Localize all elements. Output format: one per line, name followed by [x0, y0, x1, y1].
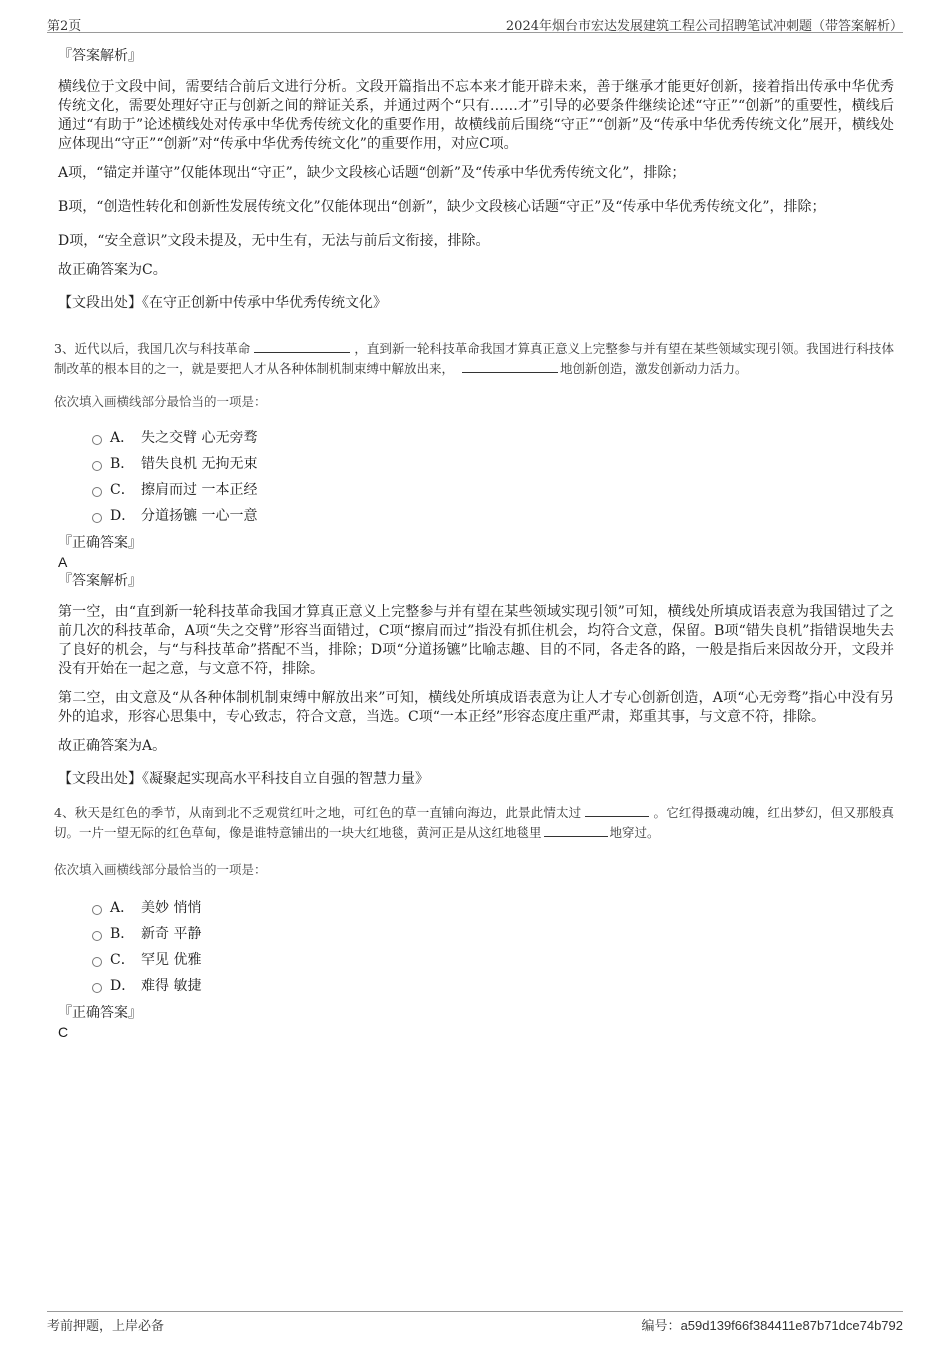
answer-blank — [254, 339, 350, 353]
question-3 — [54, 339, 894, 529]
radio-icon[interactable] — [92, 931, 102, 941]
radio-icon[interactable] — [92, 957, 102, 967]
answer-statement: 故正确答案为C。 — [58, 262, 167, 278]
option-d[interactable]: D． 分道扬镳 一心一意 — [54, 503, 894, 529]
option-b[interactable]: B． 新奇 平静 — [54, 921, 894, 947]
analysis-paragraph: B项，“创造性转化和创新性发展传统文化”仅能体现出“创新”，缺少文段核心话题“守正”及“传承中华优秀传统文化”，排除； — [58, 199, 826, 215]
page-number: 第2页 — [47, 19, 82, 34]
option-a[interactable]: A． 美妙 悄悄 — [54, 895, 894, 921]
option-c[interactable]: C． 擦肩而过 一本正经 — [54, 477, 894, 503]
question-stem: 4、秋天是红色的季节，从南到北不乏观赏红叶之地，可红色的草一直铺向海边，此景此情太过 。它红得摄魂动魄，红出梦幻，但又那般真切。一片一望无际的红色草甸，像是谁特意铺出的一块大红地毯，黄河正是从这红地毯里 地穿过。 — [54, 805, 894, 840]
radio-icon[interactable] — [92, 487, 102, 497]
analysis-heading: 『答案解析』 — [58, 48, 142, 64]
answer-blank — [585, 803, 649, 817]
question-4 — [54, 803, 894, 999]
option-b[interactable]: B． 错失良机 无拘无束 — [54, 451, 894, 477]
source-citation: 【文段出处】《凝聚起实现高水平科技自立自强的智慧力量》 — [58, 771, 429, 787]
option-a[interactable]: A． 失之交臂 心无旁骛 — [54, 425, 894, 451]
answer-statement: 故正确答案为A。 — [58, 738, 167, 754]
question-stem: 3、近代以后，我国几次与科技革命 ，直到新一轮科技革命我国才算真正意义上完整参与并有望在某些领域实现引领。我国进行科技体制改革的根本目的之一，就是要把人才从各种体制机制束缚中解放出来， 地创新创造，激发创新动力活力。 — [54, 341, 894, 376]
document-code: 编号：a59d139f66f384411e87b71dce74b792 — [641, 1318, 903, 1334]
page-header — [47, 12, 903, 33]
analysis-heading: 『答案解析』 — [58, 573, 142, 589]
document-title: 2024年烟台市宏达发展建筑工程公司招聘笔试冲刺题（带答案解析） — [505, 19, 903, 34]
correct-answer-heading: 『正确答案』 — [58, 1005, 142, 1021]
analysis-paragraph: 第二空，由文意及“从各种体制机制束缚中解放出来”可知，横线处所填成语表意为让人才专心创新创造，A项“心无旁骛”指心中没有另外的追求，形容心思集中，专心致志，符合文意，当选。C项“一本正经”形容态度庄重严肃，郑重其事，与文意不符，排除。 — [58, 690, 894, 725]
radio-icon[interactable] — [92, 435, 102, 445]
option-list — [54, 425, 894, 529]
footer-slogan: 考前押题，上岸必备 — [47, 1319, 165, 1334]
radio-icon[interactable] — [92, 905, 102, 915]
radio-icon[interactable] — [92, 983, 102, 993]
answer-blank — [544, 823, 608, 837]
page-footer — [47, 1311, 903, 1334]
analysis-paragraph: 横线位于文段中间，需要结合前后文进行分析。文段开篇指出不忘本来才能开辟未来，善于继承才能更好创新，接着指出传承中华优秀传统文化，需要处理好守正与创新之间的辩证关系，并通过两个“只有……才”引导的必要条件继续论述“守正”“创新”的重要性，横线后通过“有助于”论述横线处对传承中华优秀传统文化的重要作用，故横线前后围绕“守正”“创新”及“传承中华优秀传统文化”展开，横线处应体现出“守正”“创新”对“传承中华优秀传统文化”的重要作用，对应C项。 — [58, 79, 894, 152]
question-instruction: 依次填入画横线部分最恰当的一项是： — [54, 394, 267, 409]
analysis-paragraph: D项，“安全意识”文段未提及，无中生有，无法与前后文衔接，排除。 — [58, 233, 490, 249]
answer-blank — [462, 359, 558, 373]
correct-answer-heading: 『正确答案』 — [58, 535, 142, 551]
radio-icon[interactable] — [92, 461, 102, 471]
analysis-paragraph: A项，“锚定并谨守”仅能体现出“守正”，缺少文段核心话题“创新”及“传承中华优秀传统文化”，排除； — [58, 165, 686, 181]
radio-icon[interactable] — [92, 513, 102, 523]
option-c[interactable]: C． 罕见 优雅 — [54, 947, 894, 973]
source-citation: 【文段出处】《在守正创新中传承中华优秀传统文化》 — [58, 295, 387, 311]
option-d[interactable]: D． 难得 敏捷 — [54, 973, 894, 999]
correct-answer: A — [58, 554, 68, 570]
page-content — [54, 46, 894, 1041]
correct-answer: C — [58, 1024, 69, 1040]
option-list — [54, 895, 894, 999]
analysis-paragraph: 第一空，由“直到新一轮科技革命我国才算真正意义上完整参与并有望在某些领域实现引领”可知，横线处所填成语表意为我国错过了之前几次的科技革命，A项“失之交臂”形容当面错过，C项“擦肩而过”指没有抓住机会，均符合文意，保留。B项“错失良机”指错误地失去了良好的机会，与“与科技革命”搭配不当，排除；D项“分道扬镳”比喻志趣、目的不同，各走各的路，一般是指后来因故分开，文段并没有开始在一起之意，与文意不符，排除。 — [58, 604, 894, 677]
question-instruction: 依次填入画横线部分最恰当的一项是： — [54, 862, 267, 877]
